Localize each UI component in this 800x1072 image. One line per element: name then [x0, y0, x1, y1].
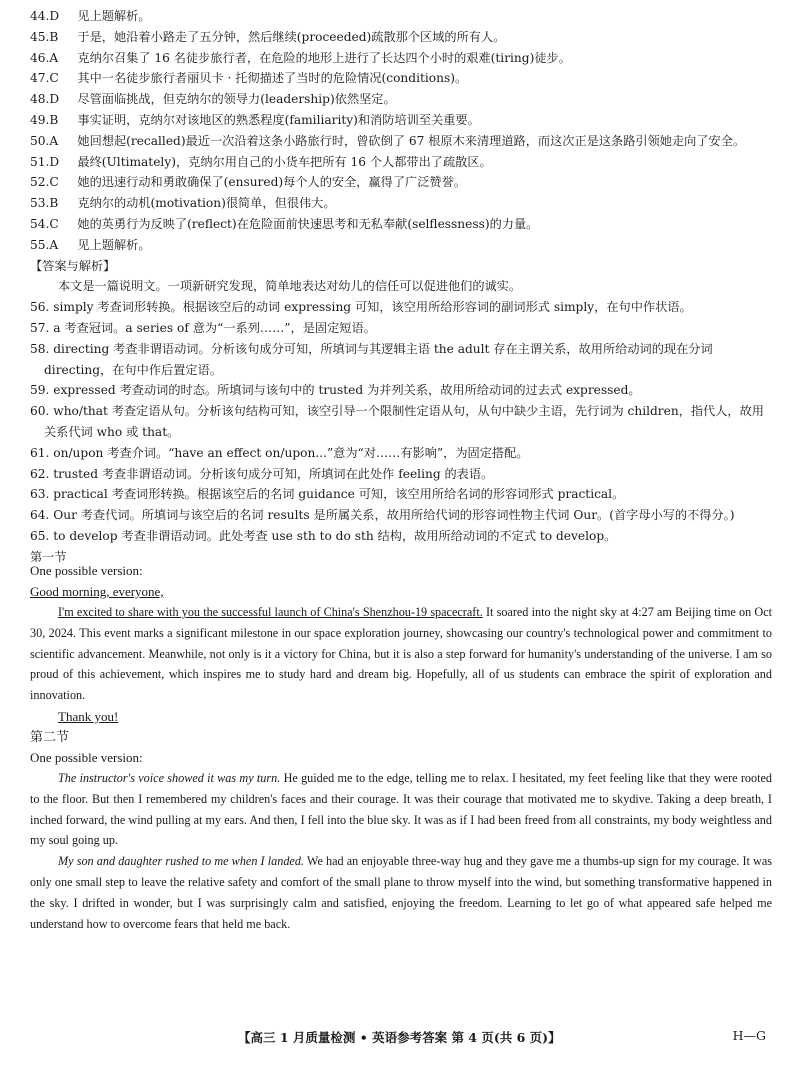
answer-item: 50.A 她回想起(recalled)最近一次沿着这条小路旅行时，曾砍倒了 67 根原木来清理道路，而这次正是这条路引领她走向了安全。 [30, 133, 746, 148]
essay-paragraph [30, 768, 772, 851]
answer-item: 48.D 尽管面临挑战，但克纳尔的领导力(leadership)依然坚定。 [30, 92, 396, 107]
answer-item: 47.C 其中一名徒步旅行者丽贝卡 · 托彻描述了当时的危险情况(conditions)。 [30, 71, 468, 86]
answer-item: 65. to develop 考查非谓语动词。此处考查 use sth to do sth 结构，故用所给动词的不定式 to develop。 [30, 528, 617, 543]
answer-item: 55.A 见上题解析。 [30, 237, 151, 252]
answer-item: 54.C 她的英勇行为反映了(reflect)在危险面前快速思考和无私奉献(selflessness)的力量。 [30, 216, 539, 231]
answer-item: 51.D 最终(Ultimately)，克纳尔用自己的小货车把所有 16 个人都带出了疏散区。 [30, 154, 492, 169]
section1-essay [30, 560, 772, 727]
answer-item: 59. expressed 考查动词的时态。所填词与该句中的 trusted 为并列关系，故用所给动词的过去式 expressed。 [30, 383, 641, 398]
answer-item: 58. directing 考查非谓语动词。分析该句成分可知，所填词与其逻辑主语 the adult 存在主谓关系，故用所给动词的现在分词 [30, 341, 713, 356]
answer-item: 44.D 见上题解析。 [30, 9, 151, 23]
paragraph-body: He guided me to the edge, telling me to relax. I hesitated, my feet feeling like that they were rooted to the floor. But then I remembered my children's faces and their courage. It was their courage that motivated me to skydive. Taking a deep breath, I inched forward, the wind pulling at my ears. And then, I fell into the blue sky. It was as if I had been freed from all constraints, my body weightless and my soul going up. [30, 771, 773, 848]
answer-item: 56. simply 考查词形转换。根据该空后的动词 expressing 可知，该空用所给形容词的副词形式 simply，在句中作状语。 [30, 300, 692, 315]
version-label: One possible version: [30, 563, 143, 578]
answer-list-cloze [30, 6, 774, 568]
section1-title: 第一节 [30, 549, 67, 564]
essay-paragraph [30, 602, 772, 706]
section2-title: 第二节 [30, 729, 70, 744]
answer-item: 64. Our 考查代词。所填词与该空后的名词 results 是所属关系，故用所给代词的形容词性物主代词 Our。(首字母小写的不得分。) [30, 508, 735, 523]
essay-body: It soared into the night sky at 4:27 am Beijing time on Oct 30, 2024. This event marks a significant milestone in our space exploration journey, showcasing our country's technological power and commitment to scientific advancement. Meanwhile, not only is it a victory for China, but it is also a step forward for humanity's understanding of the universe. I am so proud of this achievement, which inspires me to study hard and dream big. Hopefully, all of us students can embrace the spirit of exploration and innovation. [30, 605, 772, 703]
answer-item: 63. practical 考查词形转换。根据该空后的名词 guidance 可知，该空用所给名词的形容词形式 practical。 [30, 487, 625, 502]
answer-item: 62. trusted 考查非谓语动词。分析该句成分可知，所填词在此处作 feeling 的表语。 [30, 466, 494, 481]
answer-item: 46.A 克纳尔召集了 16 名徒步旅行者，在危险的地形上进行了长达四个小时的艰难(tiring)徒步。 [30, 50, 571, 65]
answer-item: 49.B 事实证明，克纳尔对该地区的熟悉程度(familiarity)和消防培训至关重要。 [30, 112, 480, 127]
paragraph-lead: My son and daughter rushed to me when I landed. [58, 854, 304, 869]
closing: Thank you! [58, 708, 119, 724]
version-label: One possible version: [30, 750, 143, 765]
footer-code: H—G [732, 1028, 766, 1043]
paragraph-lead: The instructor's voice showed it was my turn. [58, 771, 281, 785]
answer-item: 57. a 考查冠词。a series of 意为“一系列……”，是固定短语。 [30, 320, 376, 335]
footer-title: 【高三 1 月质量检测 • 英语参考答案 第 4 页(共 6 页)】 [238, 1030, 561, 1045]
answer-item: 61. on/upon 考查介词。“have an effect on/upon...”意为“对……有影响”，为固定搭配。 [30, 445, 529, 460]
answer-item: 53.B 克纳尔的动机(motivation)很简单，但很伟大。 [30, 196, 336, 211]
essay-paragraph [30, 851, 772, 934]
answer-item-continued: 关系代词 who 或 that。 [44, 424, 180, 439]
greeting: Good morning, everyone, [30, 584, 164, 599]
answer-item: 45.B 于是，她沿着小路走了五分钟，然后继续(proceeded)疏散那个区域的所有人。 [30, 29, 506, 44]
section-label: 【答案与解析】 [30, 258, 116, 273]
answer-item: 60. who/that 考查定语从句。分析该句结构可知，该空引导一个限制性定语从句，从句中缺少主语，先行词为 children，指代人，故用 [30, 404, 764, 419]
opening-sentence: I'm excited to share with you the successful launch of China's Shenzhou-19 spacecraft. [58, 605, 483, 619]
paragraph-body: We had an enjoyable three-way hug and they gave me a thumbs-up sign for my courage. It was only one small step to leave the relative safety and comfort of the small plane to throw myself into the wind, but something transformative happened in the sky. I drifted in wonder, but I was surprisingly calm and satisfied, enjoying the freedom. Learning to let go of what appeared safe helped me understand how to overcome fears that held me back. [30, 854, 772, 931]
answer-item-continued: directing，在句中作后置定语。 [44, 362, 222, 377]
answer-item: 52.C 她的迅速行动和勇敢确保了(ensured)每个人的安全，赢得了广泛赞誉。 [30, 175, 466, 190]
section2-essay [30, 726, 772, 934]
intro-text: 本文是一篇说明文。一项新研究发现，简单地表达对幼儿的信任可以促进他们的诚实。 [58, 279, 522, 294]
